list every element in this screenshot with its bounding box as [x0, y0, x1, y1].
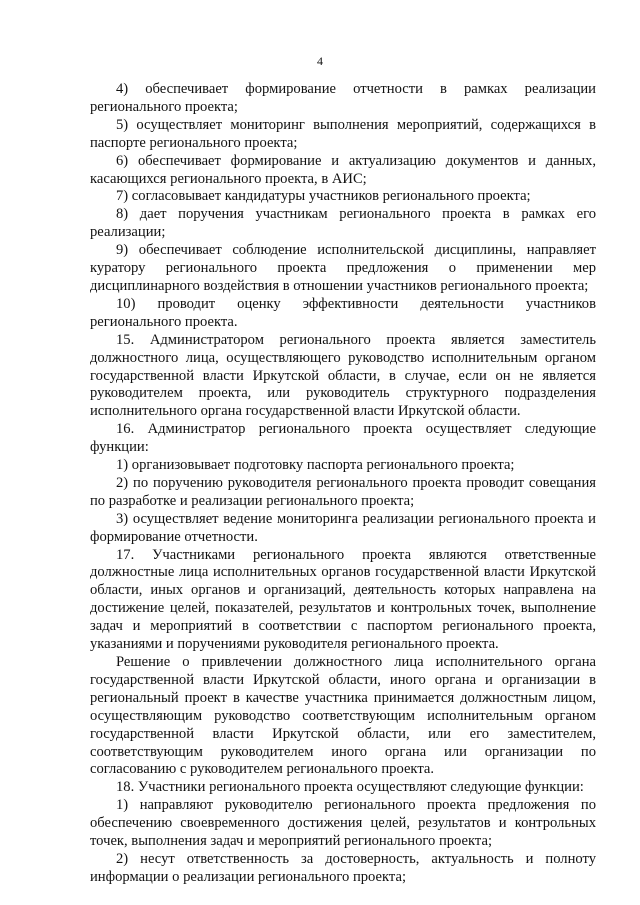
- document-body: [90, 81, 596, 887]
- paragraph-18-item-1: 1) направляют руководителю регионального проекта предложения по обеспечению своевременного достижения целей, результатов и контрольных точек, выполнения задач и мероприятий регионального проекта;: [90, 797, 596, 850]
- paragraph-section-15: 15. Администратором регионального проекта является заместитель должностного лица, осуществляющего руководство исполнительным органом государственной власти Иркутской области, в случае, если он не является руководителем проекта, или руководитель структурного подразделения исполнительного органа государственной власти Иркутской области.: [90, 331, 596, 420]
- paragraph-section-18: 18. Участники регионального проекта осуществляют следующие функции:: [116, 779, 584, 796]
- paragraph-item-4: 4) обеспечивает формирование отчетности в рамках реализации регионального проекта;: [90, 81, 596, 115]
- page-number: 4: [317, 54, 323, 68]
- paragraph-18-item-2: 2) несут ответственность за достоверность, актуальность и полноту информации о реализации регионального проекта;: [90, 850, 596, 885]
- paragraph-item-8: 8) дает поручения участникам регионального проекта в рамках его реализации;: [90, 206, 596, 241]
- paragraph-section-16: 16. Администратор регионального проекта осуществляет следующие функции:: [90, 421, 596, 456]
- paragraph-item-10: 10) проводит оценку эффективности деятельности участников регионального проекта.: [90, 295, 596, 330]
- paragraph-16-item-1: 1) организовывает подготовку паспорта регионального проекта;: [116, 457, 515, 474]
- paragraph-16-item-3: 3) осуществляет ведение мониторинга реализации регионального проекта и формирование отчетности.: [90, 510, 596, 545]
- paragraph-item-5: 5) осуществляет мониторинг выполнения мероприятий, содержащихся в паспорте регионального проекта;: [90, 116, 596, 151]
- paragraph-decision: Решение о привлечении должностного лица исполнительного органа государственной власти Иркутской области, иного органа и организации в региональный проект в качестве участника принимается должностным лицом, осуществляющим руководство соответствующим исполнительным органом государственной власти Иркутской области, или его заместителем, соответствующим руководителем иного органа или организации по согласованию с руководителем регионального проекта.: [90, 654, 596, 778]
- paragraph-item-7: 7) согласовывает кандидатуры участников регионального проекта;: [116, 188, 531, 205]
- paragraph-16-item-2: 2) по поручению руководителя регионального проекта проводит совещания по разработке и реализации регионального проекта;: [90, 474, 596, 509]
- paragraph-item-9: 9) обеспечивает соблюдение исполнительской дисциплины, направляет куратору регионального проекта предложения о применении мер дисциплинарного воздействия в отношении участников регионального проекта;: [90, 242, 596, 294]
- paragraph-section-17: 17. Участниками регионального проекта являются ответственные должностные лица исполнительных органов государственной власти Иркутской области, иных органов и организаций, деятельность которых направлена на достижение целей, показателей, результатов и контрольных точек, выполнение задач и мероприятий в соответствии с паспортом регионального проекта, указаниями и поручениями руководителя регионального проекта.: [90, 546, 596, 653]
- paragraph-item-6: 6) обеспечивает формирование и актуализацию документов и данных, касающихся регионального проекта, в АИС;: [90, 152, 596, 187]
